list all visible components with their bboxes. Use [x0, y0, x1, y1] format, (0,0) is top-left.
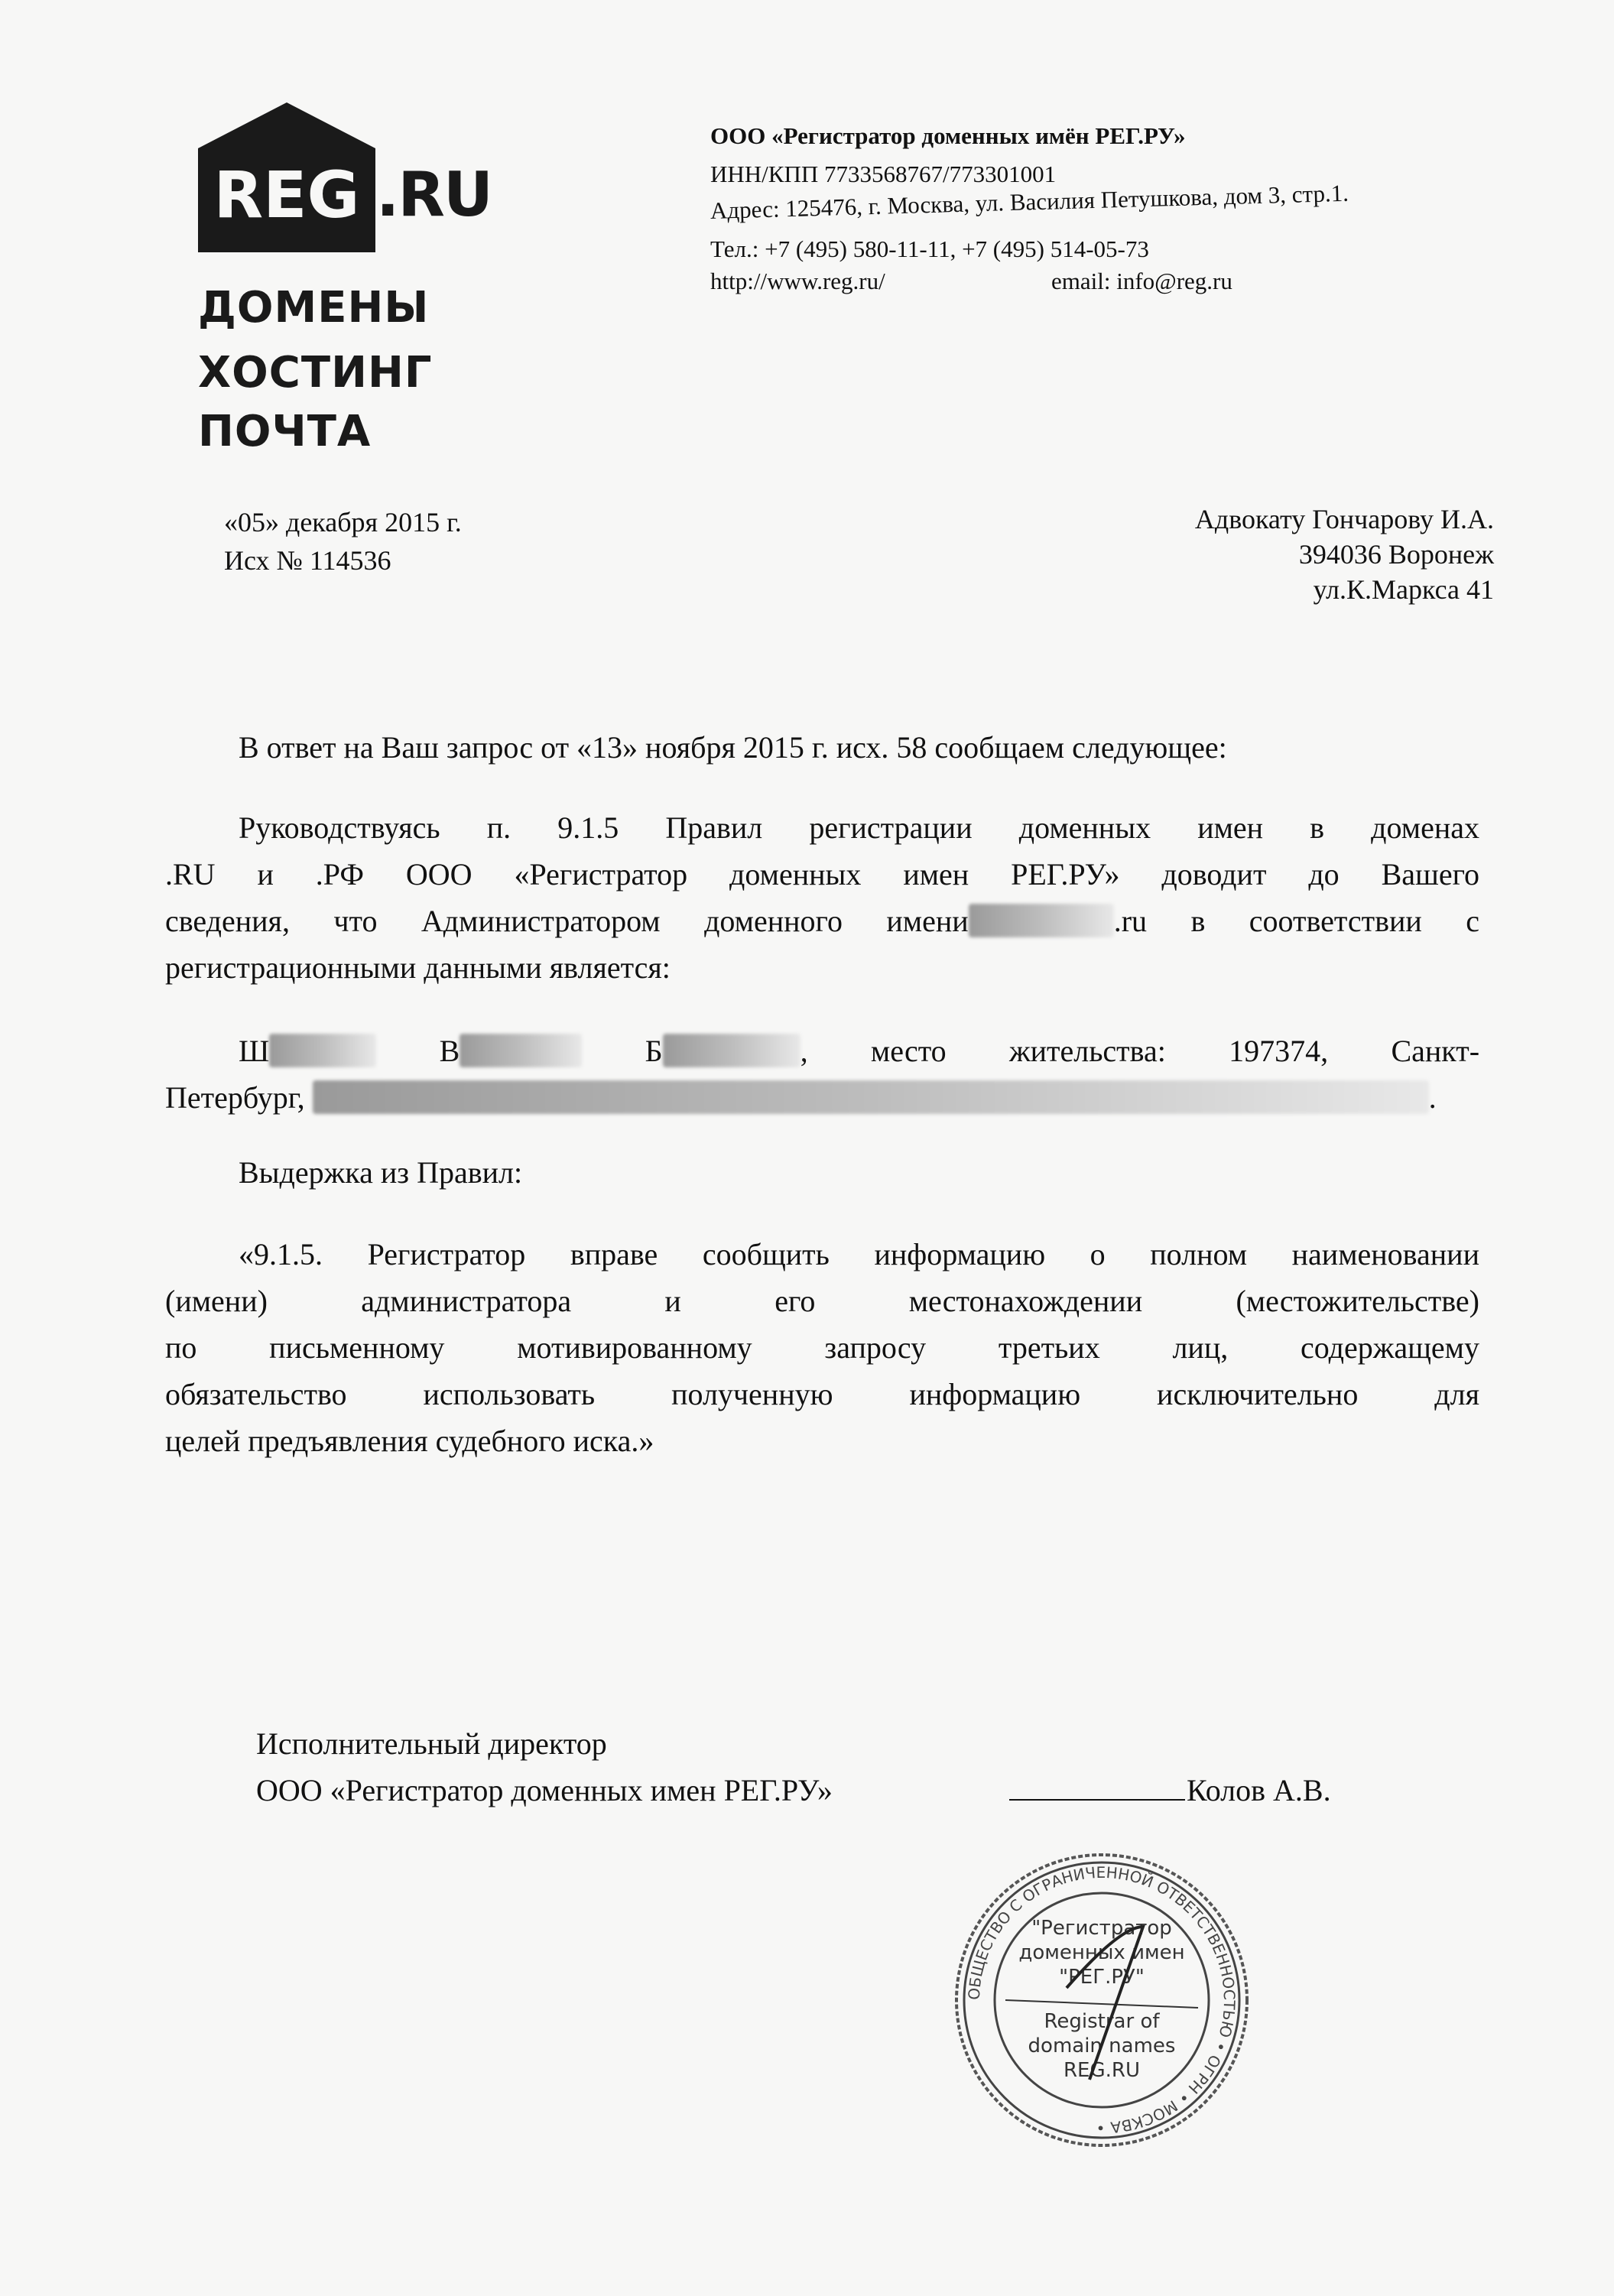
quote-line: «9.1.5. Регистратор вправе сообщить информацию о полном наименовании	[239, 1237, 1479, 1271]
period: .	[1428, 1080, 1437, 1115]
stamp-center-text: "РЕГ.РУ"	[1059, 1966, 1145, 1989]
quote-line: по письменному мотивированному запросу третьих лиц, содержащему	[165, 1330, 1479, 1365]
paragraph-line: .RU и .РФ ООО «Регистратор доменных имен РЕГ.РУ» доводит до Вашего	[165, 857, 1479, 891]
addressee-city: 394036 Воронеж	[1298, 539, 1494, 570]
redacted-domain	[969, 904, 1114, 937]
signatory-company: ООО «Регистратор доменных имен РЕГ.РУ»	[256, 1773, 833, 1807]
stamp-center-text: domain names	[1028, 2035, 1176, 2057]
slogan-domains: ДОМЕНЫ	[198, 283, 430, 333]
svg-text:REG: REG	[213, 158, 360, 232]
stamp-center-text: "Регистратор	[1031, 1917, 1172, 1940]
stamp-center-text: доменных имен	[1018, 1941, 1185, 1964]
company-phone: Тел.: +7 (495) 580-11-11, +7 (495) 514-05-73	[710, 235, 1149, 262]
company-email: email: info@reg.ru	[1051, 268, 1232, 294]
administrator-line	[239, 1028, 1479, 1074]
signatory-title: Исполнительный директор	[256, 1726, 607, 1761]
stamp-center-text: Registrar of	[1044, 2010, 1160, 2033]
redacted-address	[313, 1080, 1429, 1114]
paragraph-line	[165, 898, 1479, 944]
stamp-center-text: REG.RU	[1063, 2059, 1141, 2082]
administrator-address	[165, 1074, 1479, 1121]
paragraph-line: Руководствуясь п. 9.1.5 Правил регистрации доменных имен в доменах	[239, 810, 1479, 845]
intro-text: В ответ на Ваш запрос от «13» ноября 2015 г. исх. 58 сообщаем следующее:	[239, 730, 1227, 765]
addressee-name: Адвокату Гончарову И.А.	[1194, 504, 1494, 534]
residence-text: , место жительства: 197374, Санкт-	[800, 1034, 1480, 1068]
signatory-name: Колов А.В.	[1187, 1773, 1331, 1807]
quote-line: обязательство использовать полученную информацию исключительно для	[165, 1377, 1479, 1411]
paragraph-text: сведения, что Администратором доменного имени	[165, 904, 969, 938]
stamp-ring-text: ОБЩЕСТВО С ОГРАНИЧЕННОЙ ОТВЕТСТВЕННОСТЬЮ • ОГРН • МОСКВА •	[964, 1862, 1239, 2138]
company-website: http://www.reg.ru/	[710, 268, 885, 294]
letter-date: «05» декабря 2015 г.	[224, 507, 462, 537]
signature-line	[1009, 1799, 1185, 1801]
reg-ru-logo-icon	[198, 102, 375, 252]
quote-line: (имени) администратора и его местонахождении (местожительстве)	[165, 1284, 1479, 1318]
letter-ref: Исх № 114536	[224, 545, 391, 576]
paragraph-text: .ru в соответствии с	[1113, 904, 1479, 938]
redacted-patronymic	[663, 1034, 801, 1067]
initial: В	[439, 1034, 460, 1068]
redacted-name	[460, 1034, 582, 1067]
excerpt-title: Выдержка из Правил:	[239, 1155, 523, 1190]
logo-suffix: .RU	[376, 159, 492, 230]
company-stamp	[952, 1850, 1252, 2150]
initial: Ш	[239, 1034, 270, 1068]
company-address: Адрес: 125476, г. Москва, ул. Василия Петушкова, дом 3, стр.1.	[710, 179, 1349, 224]
redacted-surname	[269, 1034, 376, 1067]
quote-line: целей предъявления судебного иска.»	[165, 1424, 654, 1458]
company-name: ООО «Регистратор доменных имён РЕГ.РУ»	[710, 122, 1186, 149]
paragraph-line: регистрационными данными является:	[165, 950, 671, 985]
slogan-hosting: ХОСТИНГ	[198, 348, 433, 398]
addressee-street: ул.К.Маркса 41	[1313, 574, 1494, 605]
city-text: Петербург,	[165, 1080, 305, 1115]
initial: Б	[645, 1034, 663, 1068]
slogan-mail: ПОЧТА	[198, 407, 372, 456]
company-inn: ИНН/КПП 7733568767/773301001	[710, 161, 1057, 187]
